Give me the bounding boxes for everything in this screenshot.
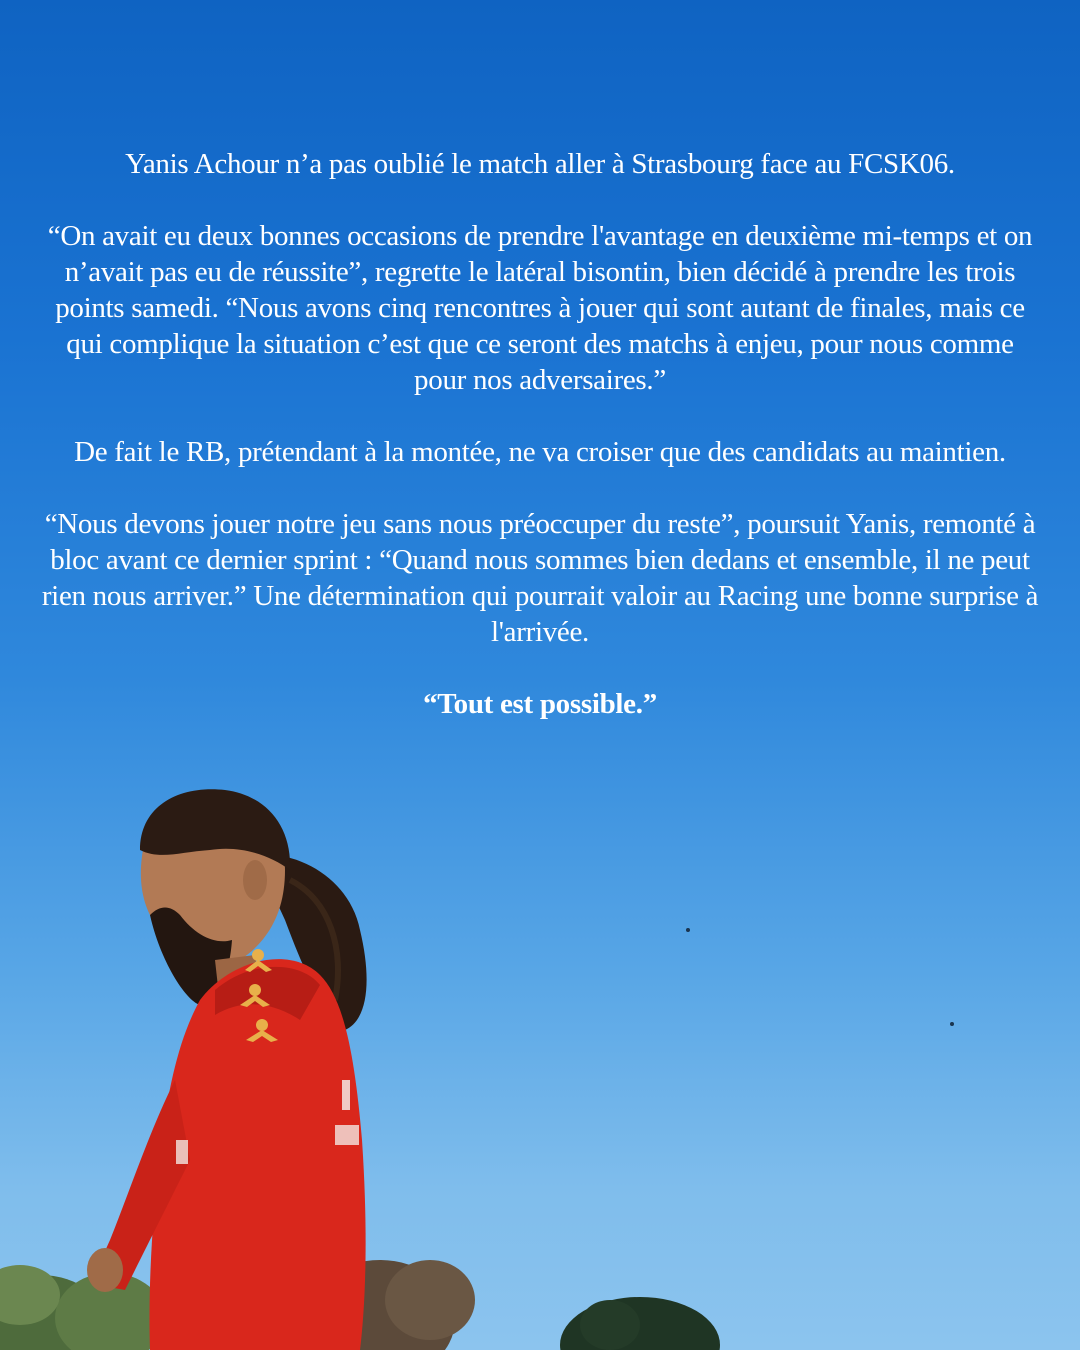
tree-left — [0, 1265, 165, 1350]
second-quote-paragraph: “Nous devons jouer notre jeu sans nous préoccuper du reste”, poursuit Yanis, remonté à bloc avant ce dernier sprint : “Quand nous sommes bien dedans et ensemble, il ne peut rien nous arriver.” Une détermination qui pourrait valoir au Racing une bonne surprise à l'arrivée. — [41, 508, 1039, 648]
closing-quote: “Tout est possible.” — [423, 688, 657, 720]
tree-right — [560, 1297, 720, 1350]
intro-paragraph: Yanis Achour n’a pas oublié le match aller à Strasbourg face au FCSK06. — [125, 148, 955, 180]
context-paragraph: De fait le RB, prétendant à la montée, ne va croiser que des candidats au maintien. — [74, 436, 1006, 468]
quote-paragraph: “On avait eu deux bonnes occasions de prendre l'avantage en deuxième mi-temps et on n’avait pas eu de réussite”, regrette le latéral bisontin, bien décidé à prendre les trois points samedi. “Nous avons cinq rencontres à jouer qui sont autant de finales, mais ce qui complique la situation c’est que ce seront des matchs à enjeu, pour nous comme pour nos adversaires.” — [47, 220, 1033, 396]
article-text — [40, 146, 1040, 722]
